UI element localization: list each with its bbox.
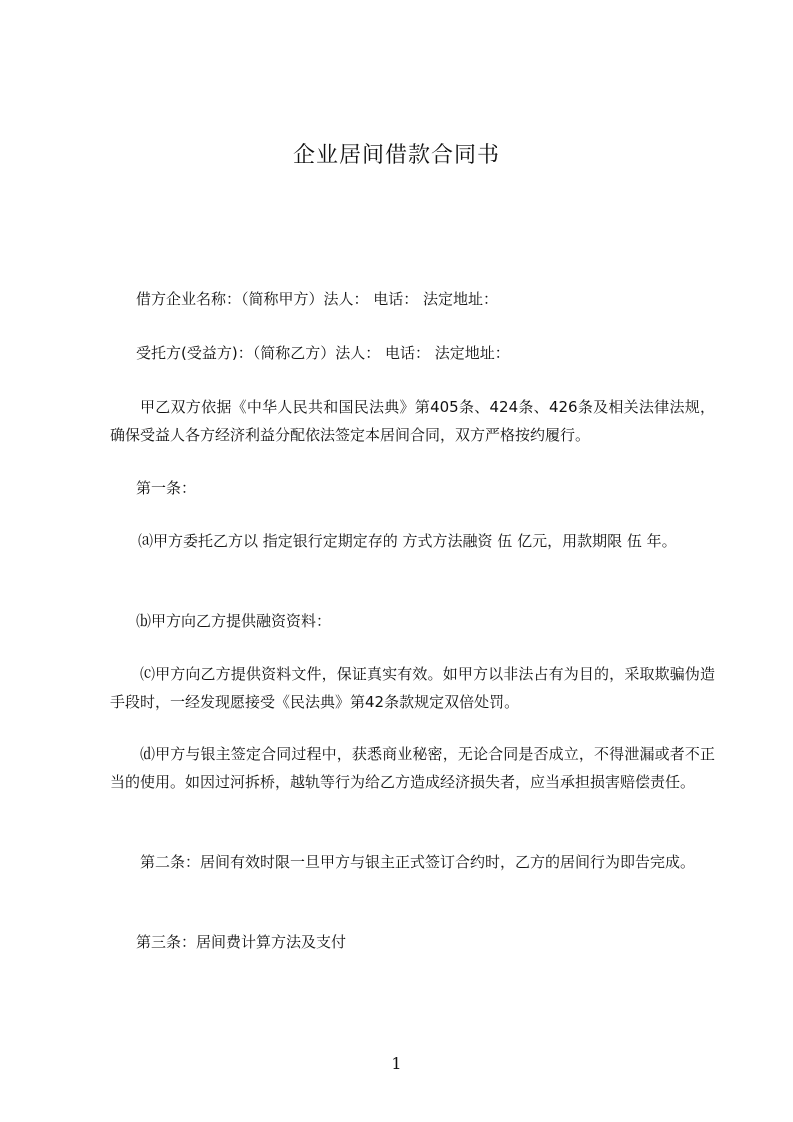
paragraph-borrower-info: 借方企业名称：（简称甲方）法人： 电话： 法定地址： bbox=[136, 290, 499, 308]
article-3: 第三条：居间费计算方法及支付 bbox=[136, 933, 347, 951]
document-title: 企业居间借款合同书 bbox=[292, 143, 500, 168]
clause-d: ⒟甲方与银主签定合同过程中，获悉商业秘密，无论合同是否成立，不得泄漏或者不正当的使用。如因过河拆桥，越轨等行为给乙方造成经济损失者，应当承担损害赔偿责任。 bbox=[110, 745, 715, 791]
paragraph-trustee-info: 受托方(受益方)：（简称乙方）法人： 电话： 法定地址： bbox=[136, 344, 510, 362]
page-number: 1 bbox=[391, 1054, 402, 1073]
heading-article-1: 第一条： bbox=[136, 479, 197, 497]
article-2: 第二条：居间有效时限一旦甲方与银主正式签订合约时，乙方的居间行为即告完成。 bbox=[140, 853, 696, 871]
clause-b: ⒝甲方向乙方提供融资资料： bbox=[136, 612, 332, 630]
clause-c: ⒞甲方向乙方提供资料文件，保证真实有效。如甲方以非法占有为目的，采取欺骗伪造手段时，一经发现愿接受《民法典》第42条款规定双倍处罚。 bbox=[110, 665, 715, 711]
paragraph-legal-basis: 甲乙双方依据《中华人民共和国民法典》第405条、424条、426条及相关法律法规，确保受益人各方经济利益分配依法签定本居间合同，双方严格按约履行。 bbox=[110, 398, 715, 444]
clause-a: ⒜甲方委托乙方以 指定银行定期定存的 方式方法融资 伍 亿元，用款期限 伍 年。 bbox=[138, 532, 677, 550]
